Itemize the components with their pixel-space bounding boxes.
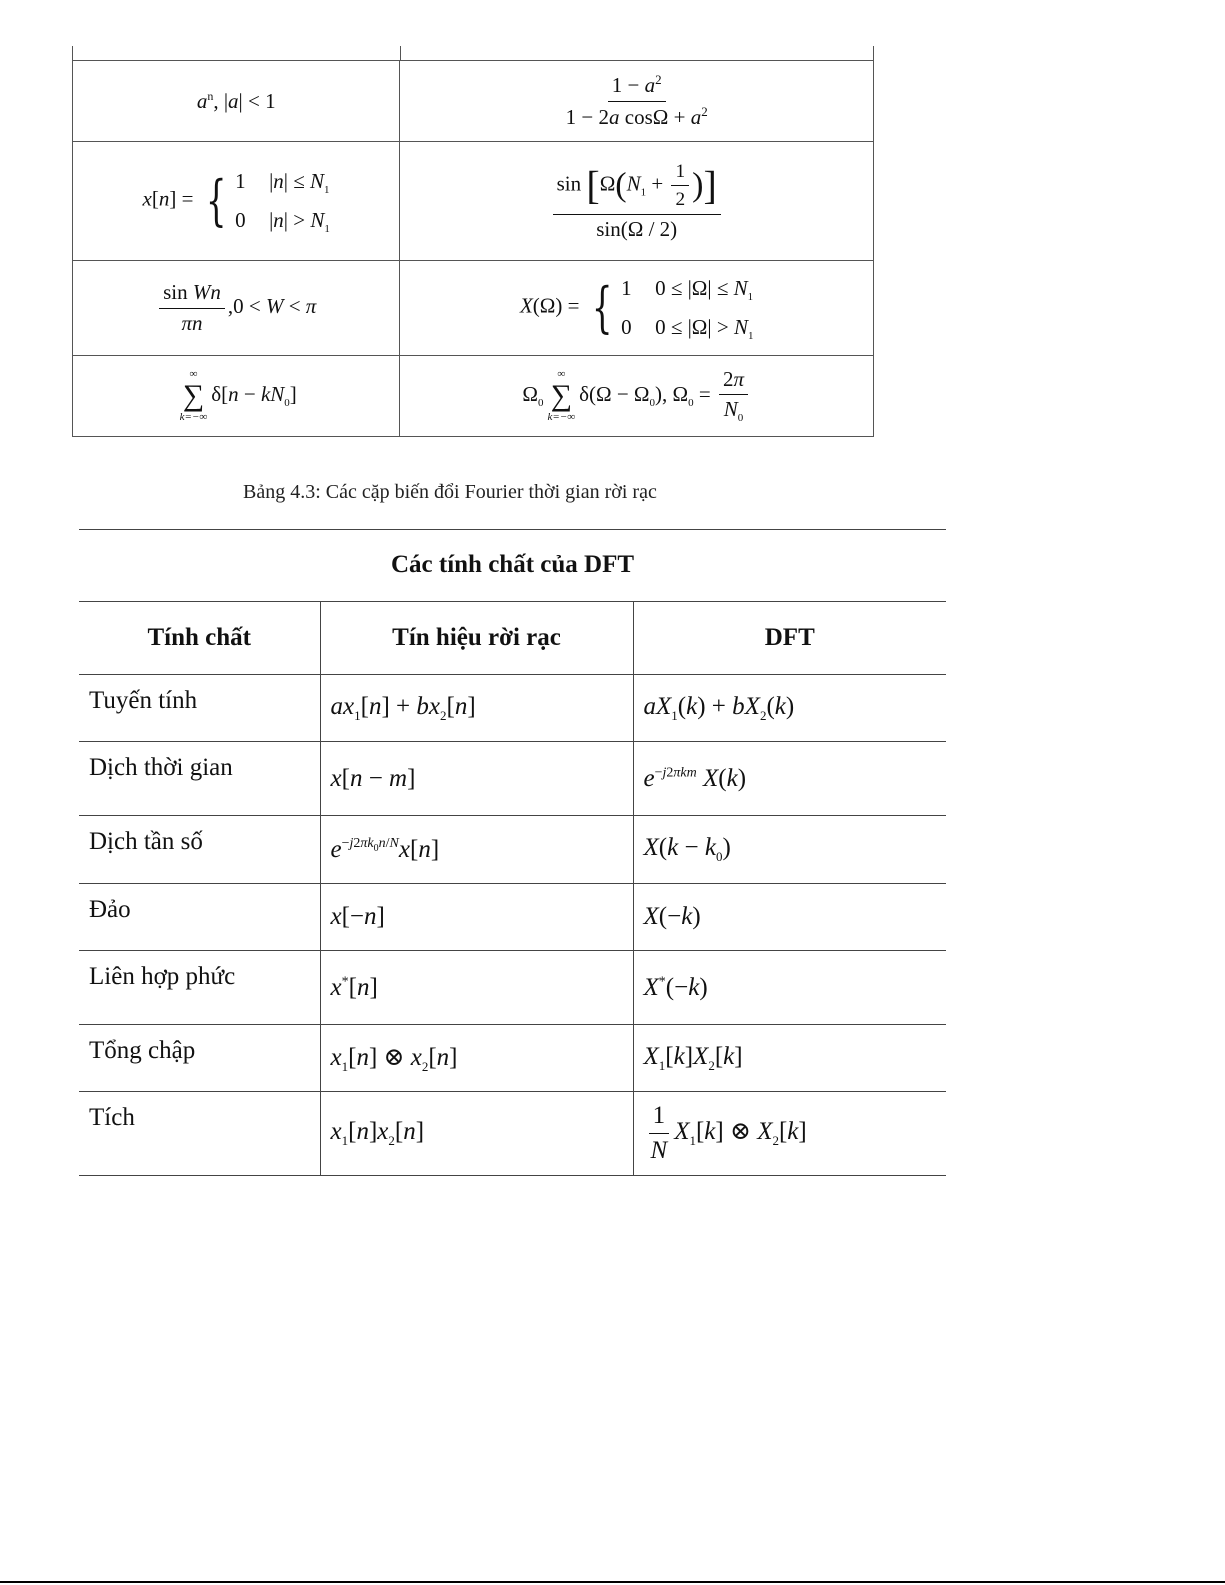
signal-formula: x*[n] (320, 951, 633, 1025)
formula: $\frac{1 - a^2}{1 - 2a \cos\Omega + a^2}$ (565, 72, 708, 129)
dft-formula: X*(−k) (633, 951, 946, 1025)
frequency-domain-cell (400, 261, 874, 356)
signal-formula: $ax_1[n] + bx_2[n]$ (320, 675, 633, 742)
table-row (73, 261, 874, 356)
piecewise-formula: { 1 $0 \le |\Omega| \le N_1$ 0 $0 \le |\Omega| > N_1$ (591, 276, 754, 343)
table-row (79, 675, 946, 742)
fourier-pairs-table (72, 46, 874, 437)
property-name: Tuyến tính (79, 675, 320, 742)
table-row (73, 61, 874, 142)
table-border-stub (873, 46, 874, 60)
table-row (79, 1025, 946, 1092)
property-name: Liên hợp phức (79, 951, 320, 1025)
piecewise-formula: { 1 $|n| \le N_1$ 0 $|n| > N_1$ (205, 169, 330, 236)
table-row (79, 951, 946, 1025)
table-row (79, 742, 946, 816)
table-border-stub (400, 46, 401, 60)
formula: $\sin [\Omega(N_1$ + $\frac{1}{2}$ )] sin(Ω / 2) (553, 160, 721, 242)
table-header-row (79, 602, 946, 675)
time-domain-cell (73, 142, 400, 261)
formula: ∞ ∑ k=−∞ $\delta[n - kN_0]$ (179, 368, 297, 423)
time-domain-cell (73, 261, 400, 356)
dft-formula: $X_1[k]X_2[k]$ (633, 1025, 946, 1092)
table-caption: Bảng 4.3: Các cặp biến đổi Fourier thời gian rời rạc (243, 481, 657, 503)
table-border-stub (72, 46, 73, 60)
dft-formula: $\frac{1}{N}$ $X_1[k]$ ⊗ $X_2[k]$ (633, 1092, 946, 1176)
property-name: Tích (79, 1092, 320, 1176)
property-name: Dịch thời gian (79, 742, 320, 816)
header-signal: Tín hiệu rời rạc (320, 602, 633, 675)
signal-formula: $x_1[n]$ ⊗ $x_2[n]$ (320, 1025, 633, 1092)
formula: $\Omega_0$ ∞ ∑ k=−∞ $\delta(\Omega - \Omega_0)$, $\Omega_0$ = $\frac{2\pi}{N_0}$ (522, 382, 751, 406)
fourier-pairs-grid (72, 60, 874, 437)
dft-properties-table (79, 601, 946, 1176)
table-row (79, 884, 946, 951)
page-bottom-rule (0, 1581, 1225, 1583)
dft-formula: $e^{-j2\pi km}$ X(k) (633, 742, 946, 816)
signal-formula: x[−n] (320, 884, 633, 951)
table-row (73, 142, 874, 261)
signal-formula: $e^{-j2\pi k_0n/N}x[n]$ (320, 816, 633, 884)
dft-properties-title: Các tính chất của DFT (390, 551, 635, 578)
property-name: Tổng chập (79, 1025, 320, 1092)
header-property: Tính chất (79, 602, 320, 675)
time-domain-cell (73, 61, 400, 142)
header-dft: DFT (633, 602, 946, 675)
dft-formula: X(−k) (633, 884, 946, 951)
formula: $a^n$, |a| < 1 (196, 88, 276, 113)
formula: x[n] = (142, 186, 194, 211)
table-row (73, 356, 874, 437)
frequency-domain-cell (400, 61, 874, 142)
frequency-domain-cell (400, 142, 874, 261)
frequency-domain-cell (400, 356, 874, 437)
formula: $\frac{\text{sin Wn}}{\pi n}$ ,0 < W < π (156, 294, 316, 318)
time-domain-cell (73, 356, 400, 437)
signal-formula: x[n − m] (320, 742, 633, 816)
dft-formula: $aX_1(k) + bX_2(k)$ (633, 675, 946, 742)
dft-formula: $X(k - k_0)$ (633, 816, 946, 884)
table-row (79, 816, 946, 884)
property-name: Đảo (79, 884, 320, 951)
property-name: Dịch tần số (79, 816, 320, 884)
table-row (79, 1092, 946, 1176)
formula: X(Ω) = (519, 293, 580, 318)
signal-formula: $x_1[n]x_2[n]$ (320, 1092, 633, 1176)
